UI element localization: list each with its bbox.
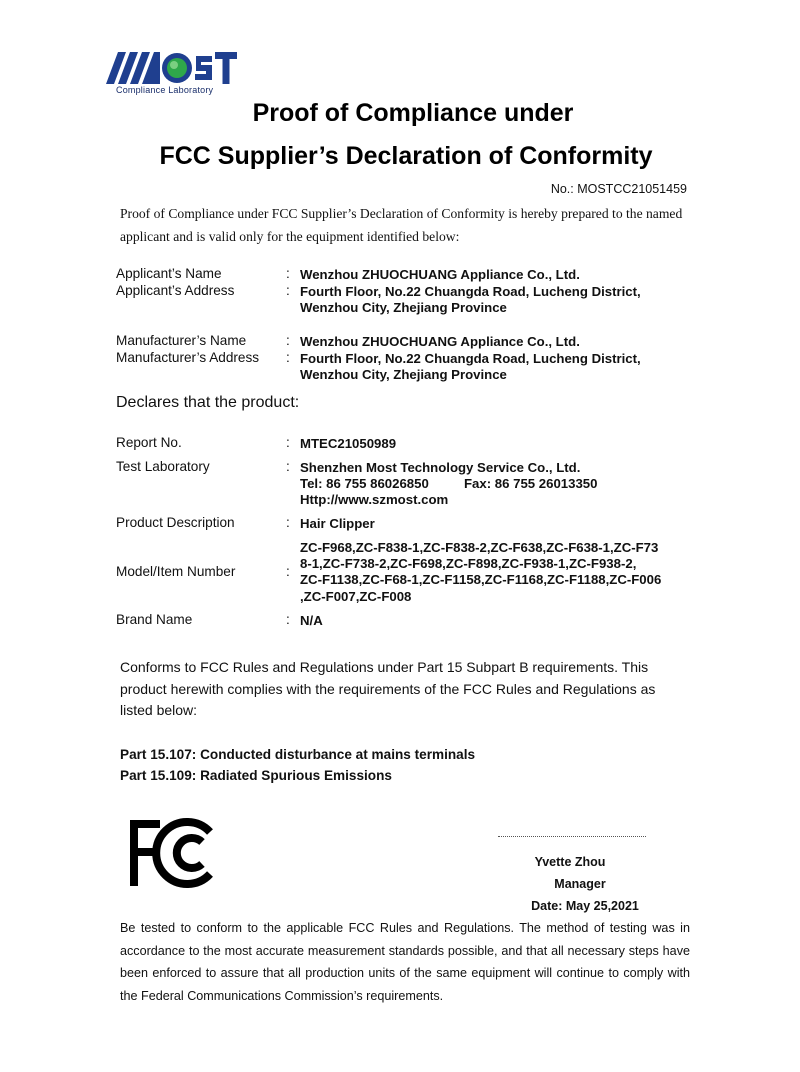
model-label: Model/Item Number — [116, 564, 236, 579]
model-line: ,ZC-F007,ZC-F008 — [300, 589, 412, 604]
colon: : — [286, 515, 290, 530]
colon: : — [286, 283, 290, 298]
applicant-address-label: Applicant’s Address — [116, 283, 235, 298]
signer-name: Yvette Zhou — [534, 855, 606, 869]
lab-fax: Fax: 86 755 26013350 — [464, 476, 598, 491]
title-line-2: FCC Supplier’s Declaration of Conformity — [159, 142, 653, 170]
most-logo — [104, 50, 239, 100]
manufacturer-name-label: Manufacturer’s Name — [116, 333, 247, 348]
fcc-logo-icon — [126, 818, 216, 890]
colon: : — [286, 333, 290, 348]
model-line: ZC-F968,ZC-F838-1,ZC-F838-2,ZC-F638,ZC-F638-1,ZC-F73 — [300, 540, 659, 555]
manufacturer-name: Wenzhou ZHUOCHUANG Appliance Co., Ltd. — [300, 334, 580, 349]
lab-label: Test Laboratory — [116, 459, 210, 474]
brand-name: N/A — [300, 613, 323, 628]
report-number: MTEC21050989 — [300, 436, 397, 451]
applicant-name: Wenzhou ZHUOCHUANG Appliance Co., Ltd. — [300, 267, 580, 282]
signature-date: Date: May 25,2021 — [531, 899, 639, 913]
lab-name: Shenzhen Most Technology Service Co., Ltd. — [300, 460, 581, 475]
colon: : — [286, 350, 290, 365]
most-logo-mark — [104, 50, 239, 86]
declares-heading: Declares that the product: — [116, 394, 300, 411]
model-line: ZC-F1138,ZC-F68-1,ZC-F1158,ZC-F1168,ZC-F1188,ZC-F006 — [300, 572, 662, 587]
logo-subtitle: Compliance Laboratory — [116, 85, 214, 95]
manufacturer-address-line-2: Wenzhou City, Zhejiang Province — [300, 367, 507, 382]
applicant-name-label: Applicant’s Name — [116, 266, 222, 281]
model-line: 8-1,ZC-F738-2,ZC-F698,ZC-F898,ZC-F938-1,ZC-F938-2, — [300, 556, 637, 571]
colon: : — [286, 564, 290, 579]
manufacturer-address-line-1: Fourth Floor, No.22 Chuangda Road, Lucheng District, — [300, 351, 641, 366]
brand-label: Brand Name — [116, 612, 193, 627]
conformity-paragraph: Conforms to FCC Rules and Regulations under Part 15 Subpart B requirements. This product herewith complies with the requirements of the FCC Rules and Regulations as listed below: — [120, 659, 656, 718]
colon: : — [286, 435, 290, 450]
signer-title: Manager — [554, 877, 606, 891]
colon: : — [286, 266, 290, 281]
document-number: No.: MOSTCC21051459 — [550, 182, 687, 196]
applicant-address-line-1: Fourth Floor, No.22 Chuangda Road, Lucheng District, — [300, 284, 641, 299]
lab-tel: Tel: 86 755 86026850 — [300, 476, 429, 491]
footer-paragraph: Be tested to conform to the applicable FCC Rules and Regulations. The method of testing was in accordance to the most accurate measurement standards possible, and that all necessary steps have been enforced to assure that all production units of the same equipment will continue to comply with the Federal Communications Commission’s requirements. — [120, 921, 690, 1003]
signature-line — [498, 836, 646, 837]
manufacturer-address-label: Manufacturer’s Address — [116, 350, 260, 365]
report-label: Report No. — [116, 435, 182, 450]
product-description: Hair Clipper — [300, 516, 375, 531]
applicant-address-line-2: Wenzhou City, Zhejiang Province — [300, 300, 507, 315]
lab-url: Http://www.szmost.com — [300, 492, 449, 507]
part-item: Part 15.109: Radiated Spurious Emissions — [120, 768, 392, 783]
product-label: Product Description — [116, 515, 235, 530]
title-line-1: Proof of Compliance under — [252, 99, 574, 127]
part-item: Part 15.107: Conducted disturbance at mains terminals — [120, 747, 476, 762]
colon: : — [286, 612, 290, 627]
colon: : — [286, 459, 290, 474]
intro-paragraph: Proof of Compliance under FCC Supplier’s Declaration of Conformity is hereby prepared to the named applicant and is valid only for the equipment identified below: — [120, 206, 683, 244]
